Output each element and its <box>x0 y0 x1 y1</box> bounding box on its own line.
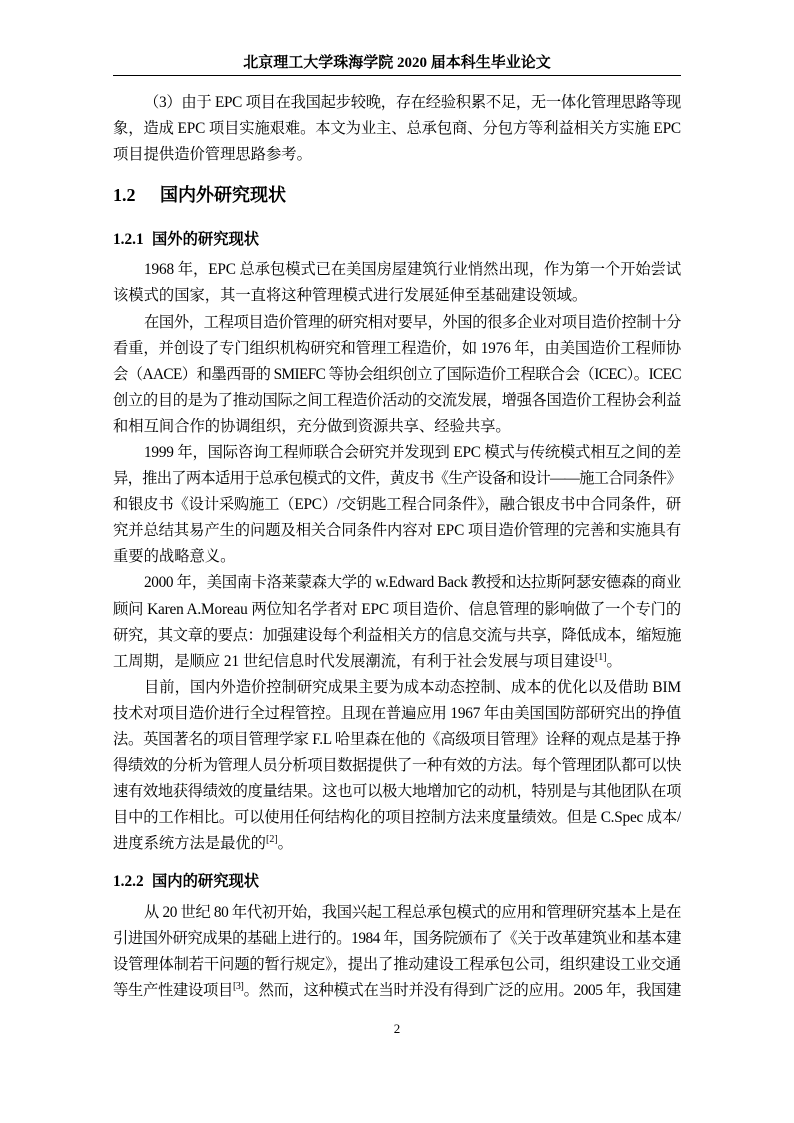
heading-number: 1.2.1 <box>113 230 144 248</box>
running-header: 北京理工大学珠海学院 2020 届本科生毕业论文 <box>243 55 551 71</box>
paragraph <box>113 570 681 674</box>
text-line: 重要的战略意义。 <box>113 548 236 566</box>
text-line: 设管理体制若干问题的暂行规定》，提出了推动建设工程承包公司，组织建设工业交通 <box>113 955 681 973</box>
text-line: 项目提供造价管理思路参考。 <box>113 146 312 164</box>
text-line: （3）由于 EPC 项目在我国起步较晚，存在经验积累不足，无一体化管理思路等现 <box>144 94 681 111</box>
text-line: 会（AACE）和墨西哥的 SMIEFC 等协会组织创立了国际造价工程联合会（ICEC）。ICEC <box>113 365 681 383</box>
heading-number: 1.2 <box>113 184 136 205</box>
line-text: 进度系统方法是最优的 <box>113 835 266 853</box>
heading-number: 1.2.2 <box>113 873 144 891</box>
line-text: 工周期，是顺应 21 世纪信息时代发展潮流，有利于社会发展与项目建设 <box>113 652 595 670</box>
line-text: 。 <box>606 652 622 670</box>
line-text: 。 <box>277 835 293 853</box>
citation-ref: [1] <box>594 651 607 663</box>
paragraph <box>113 440 681 570</box>
text-line: 1999 年，国际咨询工程师联合会研究并发现到 EPC 模式与传统模式相互之间的差 <box>144 444 681 461</box>
heading-title: 国外的研究现状 <box>152 230 260 248</box>
text-line: 顾问 Karen A.Moreau 两位知名学者对 EPC 项目造价、信息管理的影响做了一个专门的 <box>113 600 681 618</box>
text-line: 在国外，工程项目造价管理的研究相对要早，外国的很多企业对项目造价控制十分 <box>144 313 681 331</box>
text-line: 和银皮书《设计采购施工（EPC）/交钥匙工程合同条件》，融合银皮书中合同条件，研 <box>113 496 681 514</box>
text-line: 看重，并创设了专门组织机构研究和管理工程造价，如 1976 年，由美国造价工程师协 <box>113 339 681 357</box>
text-line: 技术对项目造价进行全过程管控。且现在普遍应用 1967 年由美国国防部研究出的挣值 <box>113 704 681 722</box>
text-line: 得绩效的分析为管理人员分析项目数据提供了一种有效的方法。每个管理团队都可以快 <box>113 757 681 775</box>
text-line <box>113 978 681 1004</box>
citation-ref: [3] <box>232 980 244 992</box>
paragraph <box>113 310 681 440</box>
thesis-body <box>113 90 681 1004</box>
subsection-heading <box>113 869 681 895</box>
text-line <box>113 649 681 675</box>
text-line: 速有效地获得绩效的度量结果。这也可以极大地增加它的动机，特别是与其他团队在项 <box>113 783 681 801</box>
text-line: 2000 年，美国南卡洛莱蒙森大学的 w.Edward Back 教授和达拉斯阿瑟安德森的商业 <box>144 574 681 592</box>
text-line: 异，推出了两本适用于总承包模式的文件，黄皮书《生产设备和设计——施工合同条件》 <box>113 470 681 488</box>
citation-ref: [2] <box>265 834 278 846</box>
text-line: 该模式的国家，其一直将这种管理模式进行发展延伸至基础建设领域。 <box>113 287 588 305</box>
text-line <box>113 831 681 857</box>
paragraph <box>113 675 681 858</box>
line-text: 。然而，这种模式在当时并没有得到广泛的应用。2005 年，我国建 <box>243 981 681 999</box>
page-number: 2 <box>393 1021 401 1036</box>
paragraph <box>113 90 681 168</box>
text-line: 和相互间合作的协调组织，充分做到资源共享、经验共享。 <box>113 417 511 435</box>
text-line: 法。英国著名的项目管理学家 F.L 哈里森在他的《高级项目管理》诠释的观点是基于挣 <box>113 731 681 749</box>
text-line: 目中的工作相比。可以使用任何结构化的项目控制方法来度量绩效。但是 C.Spec 成本/ <box>113 809 681 827</box>
text-line: 研究，其文章的要点：加强建设每个利益相关方的信息交流与共享，降低成本，缩短施 <box>113 626 681 644</box>
text-line: 1968 年，EPC 总承包模式已在美国房屋建筑行业悄然出现，作为第一个开始尝试 <box>144 261 681 279</box>
text-line: 创立的目的是为了推动国际之间工程造价活动的交流发展，增强各国造价工程协会利益 <box>113 391 681 409</box>
text-line: 象，造成 EPC 项目实施艰难。本文为业主、总承包商、分包方等利益相关方实施 EPC <box>113 120 681 138</box>
text-line: 究并总结其易产生的问题及相关合同条件内容对 EPC 项目造价管理的完善和实施具有 <box>113 522 681 540</box>
text-line: 从 20 世纪 80 年代初开始，我国兴起工程总承包模式的应用和管理研究基本上是在 <box>144 903 681 921</box>
text-line: 目前，国内外造价控制研究成果主要为成本动态控制、成本的优化以及借助 BIM <box>144 678 681 696</box>
header-rule <box>113 75 681 76</box>
subsection-heading <box>113 227 681 253</box>
paragraph <box>113 257 681 309</box>
line-text: 等生产性建设项目 <box>113 981 233 999</box>
heading-title: 国内外研究现状 <box>160 184 286 205</box>
section-heading <box>113 182 681 208</box>
heading-title: 国内的研究现状 <box>152 873 260 891</box>
paragraph <box>113 900 681 1004</box>
text-line: 引进国外研究成果的基础上进行的。1984 年，国务院颁布了《关于改革建筑业和基本建 <box>113 929 681 947</box>
